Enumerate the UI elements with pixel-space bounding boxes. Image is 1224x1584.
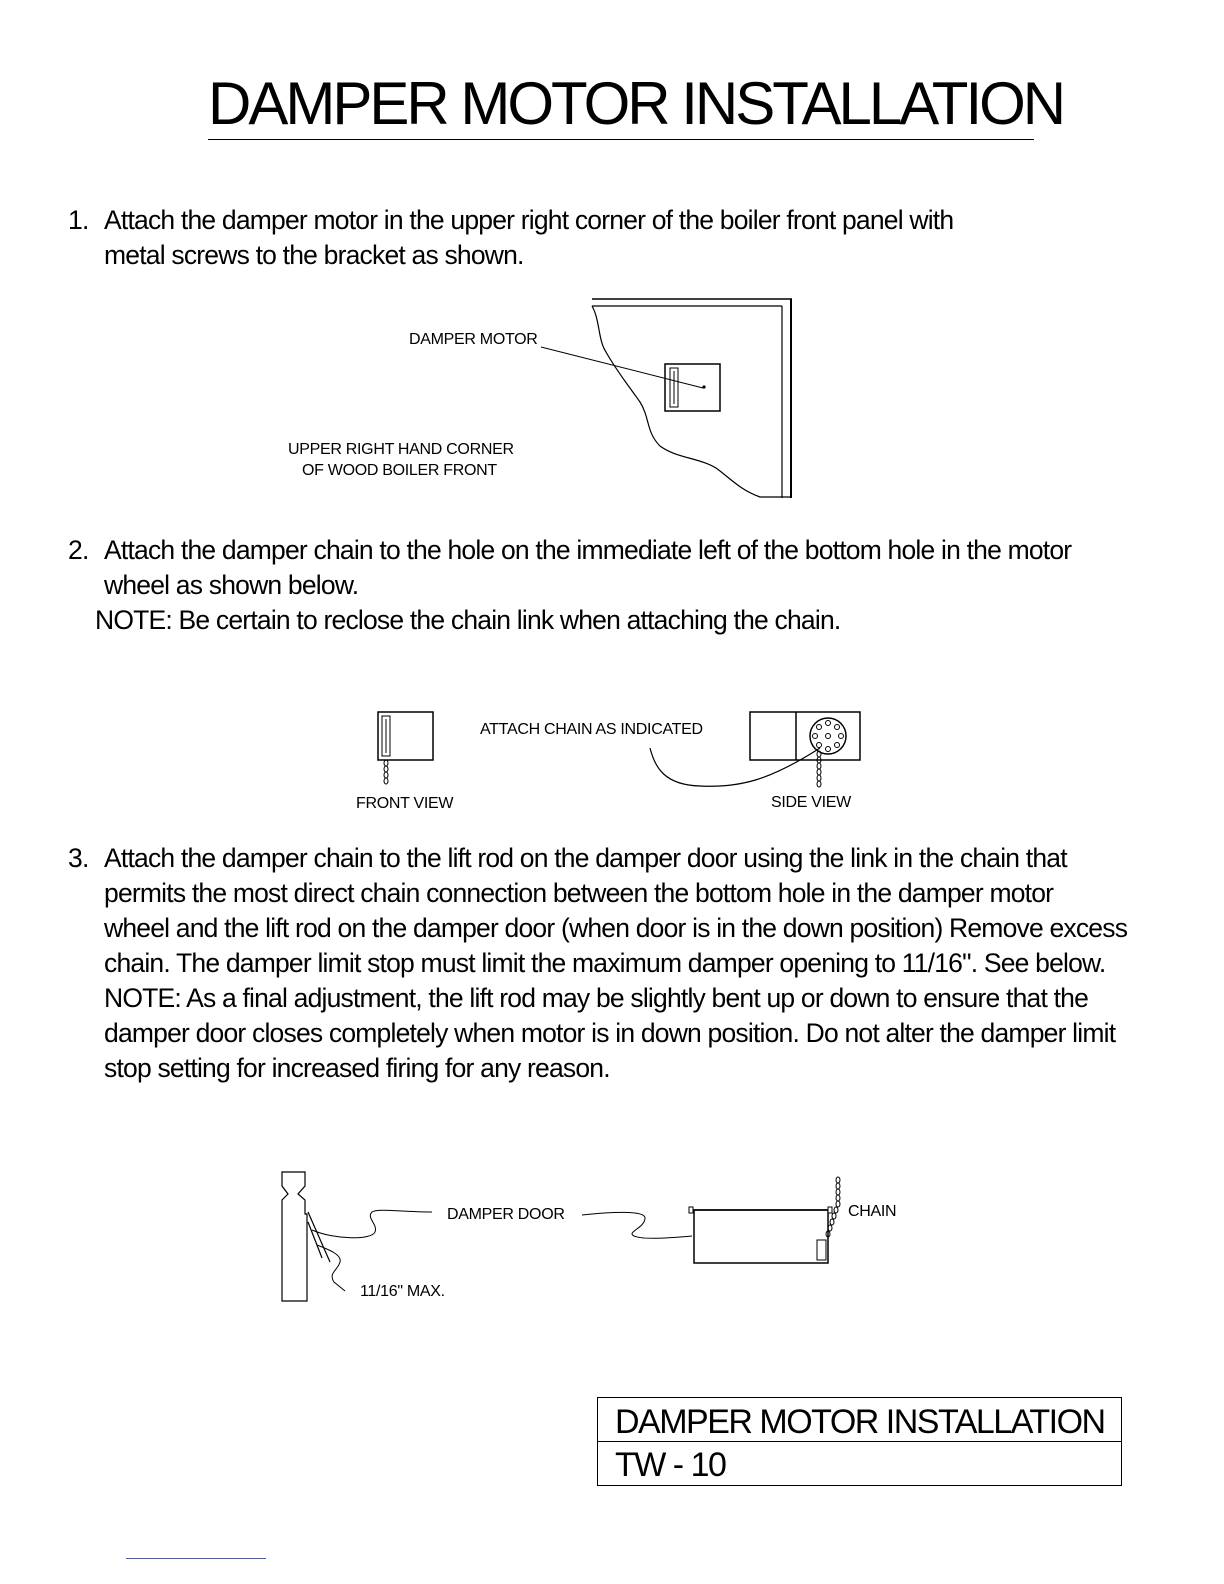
damper-door-hinge-left	[689, 1207, 693, 1213]
damper-door-box	[694, 1210, 828, 1263]
max-opening-leader	[317, 1245, 345, 1291]
step-2-line-1: Attach the damper chain to the hole on the immediate left of the bottom hole in the motor	[104, 535, 1072, 565]
step-2-line-2: wheel as shown below.	[104, 570, 359, 600]
damper-door-leader-left	[312, 1210, 432, 1238]
step-1-line-1: Attach the damper motor in the upper right corner of the boiler front panel with	[104, 205, 954, 235]
attach-chain-label: ATTACH CHAIN AS INDICATED	[480, 721, 703, 738]
damper-door-open-line-1	[308, 1212, 330, 1262]
damper-door-leader-right	[582, 1212, 692, 1238]
damper-door-label: DAMPER DOOR	[447, 1206, 565, 1223]
step-3-line-7: stop setting for increased firing for any reason.	[104, 1053, 610, 1083]
step-3-line-1: Attach the damper chain to the lift rod on the damper door using the link in the chain that	[104, 843, 1067, 873]
damper-door-edge	[282, 1172, 307, 1301]
step-2-number: 2.	[68, 535, 89, 565]
step-1-number: 1.	[68, 205, 89, 235]
max-opening-label: 11/16" MAX.	[360, 1283, 445, 1300]
side-view-label: SIDE VIEW	[771, 794, 851, 811]
step-2-note: NOTE: Be certain to reclose the chain link when attaching the chain.	[95, 605, 841, 635]
page-title: DAMPER MOTOR INSTALLATION	[208, 70, 1064, 137]
title-block-drawing-number: TW - 10	[615, 1446, 726, 1484]
bottom-rule	[126, 1558, 266, 1559]
damper-door-hinge-right	[828, 1207, 832, 1213]
step-3-line-4: chain. The damper limit stop must limit the maximum damper opening to 11/16". See below.	[104, 948, 1106, 978]
chain-label: CHAIN	[848, 1203, 897, 1220]
step-3-line-5: NOTE: As a final adjustment, the lift rod may be slightly bent up or down to ensure that the	[104, 983, 1089, 1013]
front-view-label: FRONT VIEW	[356, 795, 454, 812]
corner-label-line-1: UPPER RIGHT HAND CORNER	[288, 441, 514, 458]
title-block-title: DAMPER MOTOR INSTALLATION	[615, 1403, 1105, 1441]
step-3-line-6: damper door closes completely when motor is in down position. Do not alter the damper limit	[104, 1018, 1116, 1048]
step-3-number: 3.	[68, 843, 89, 873]
step-3-line-3: wheel and the lift rod on the damper door (when door is in the down position) Remove excess	[104, 913, 1128, 943]
damper-motor-label: DAMPER MOTOR	[409, 331, 538, 348]
step-3-line-2: permits the most direct chain connection between the bottom hole in the damper motor	[104, 878, 1054, 908]
damper-door-lift-rod	[817, 1240, 826, 1260]
corner-label-line-2: OF WOOD BOILER FRONT	[302, 462, 497, 479]
step-1-line-2: metal screws to the bracket as shown.	[104, 240, 524, 270]
